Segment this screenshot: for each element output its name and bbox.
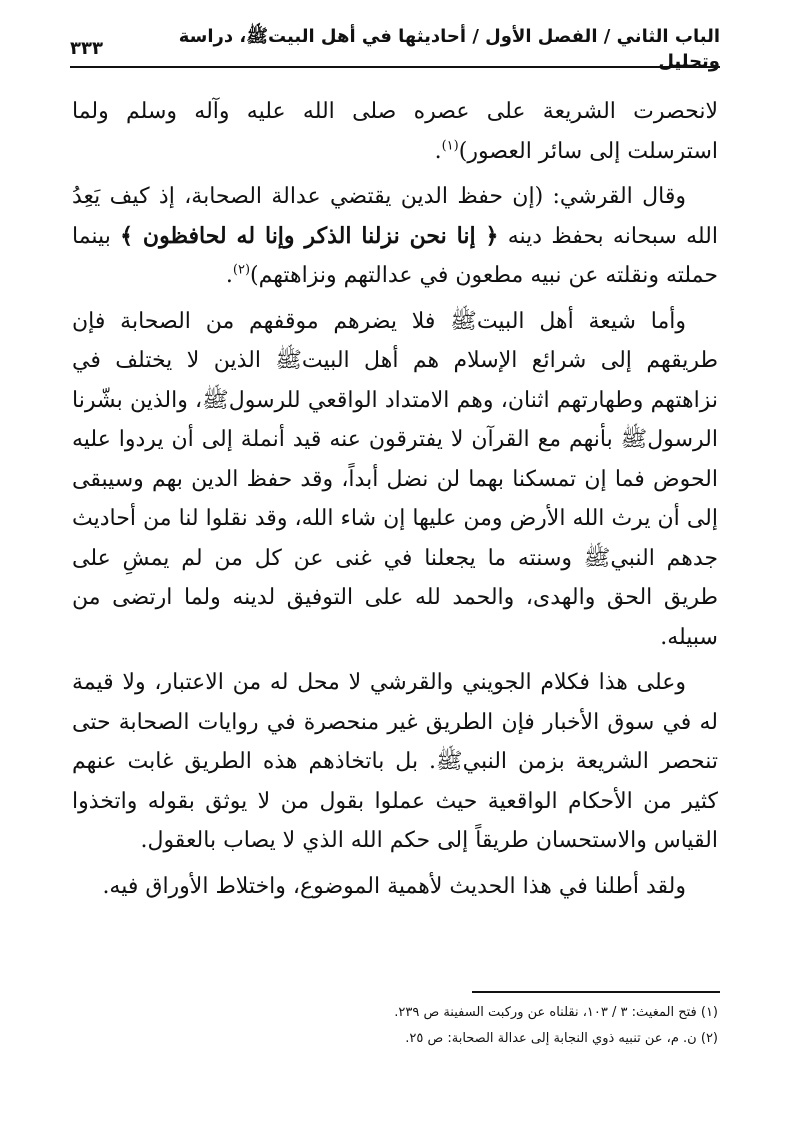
paragraph-2-end: . [225, 263, 233, 288]
paragraph-3: وأما شيعة أهل البيتﷺ فلا يضرهم موقفهم من الصحابة فإن طريقهم إلى شرائع الإسلام هم أهل البيتﷺ الذين لا يختلف في نزاهتهم وطهارتهم اثنان، وهم الامتداد الواقعي للرسولﷺ، والذين بشّرنا الرسولﷺ بأنهم مع القرآن لا يفترقون عنه قيد أنملة إلى أن يردوا عليه الحوض فما إن تمسكنا بهما لن نضل أبداً، وقد حفظ الدين بهم وسيبقى إلى أن يرث الله الأرض ومن عليها إن شاء الله، وقد نقلوا لنا من أحاديث جدهم النبيﷺ وسنته ما يجعلنا في غنى عن كل من لم يمشِ على طريق الحق والهدى، والحمد لله على التوفيق لدينه ولما ارتضى من سبيله. [72, 308, 718, 650]
paragraph-2 [72, 177, 718, 296]
page-header [70, 25, 720, 72]
paragraph-2-text: وقال القرشي: (إن حفظ الدين يقتضي عدالة الصحابة، إذ كيف يَعِدُ الله سبحانه بحفظ دينه [72, 184, 718, 249]
paragraph-5: ولقد أطلنا في هذا الحديث لأهمية الموضوع، واختلاط الأوراق فيه. [102, 873, 686, 899]
quran-verse: ﴿ إنا نحن نزلنا الذكر وإنا له لحافظون ﴾ [120, 222, 499, 249]
footnotes [72, 1000, 718, 1052]
paragraph-1-text: لانحصرت الشريعة على عصره صلى الله عليه وآله وسلم ولما استرسلت إلى سائر العصور) [72, 99, 718, 164]
paragraph-1-end: . [434, 138, 442, 164]
running-title: الباب الثاني / الفصل الأول / أحاديثها في أهل البيتﷺ، دراسة وتحليل [178, 25, 720, 72]
page-number: ٣٣٣ [70, 37, 103, 59]
main-text [72, 92, 718, 912]
paragraph-2-text-cont: بينما حملته ونقلته عن نبيه مطعون في عدالتهم ونزاهتهم) [72, 223, 718, 288]
footnote-2: (٢) ن. م، عن تنبيه ذوي النجابة إلى عدالة الصحابة: ص ٢٥. [405, 1031, 718, 1046]
paragraph-4: وعلى هذا فكلام الجويني والقرشي لا محل له من الاعتبار، ولا قيمة له في سوق الأخبار فإن الطريق غير منحصرة في روايات الصحابة حتى تنحصر الشريعة بزمن النبيﷺ. بل باتخاذهم هذه الطريق غابت عنهم كثير من الأحكام الواقعية حيث عملوا بقول من لا يوثق بقوله واتخذوا القياس والاستحسان طريقاً إلى حكم الله الذي لا يصاب بالعقول. [72, 670, 718, 853]
footnote-separator [472, 991, 720, 993]
paragraph-1 [72, 92, 718, 171]
footnote-ref-2: (٢) [232, 262, 251, 278]
footnote-1: (١) فتح المغيث: ٣ / ١٠٣، نقلناه عن وركبت السفينة ص ٢٣٩. [394, 1005, 718, 1020]
footnote-ref-1: (١) [441, 138, 459, 154]
